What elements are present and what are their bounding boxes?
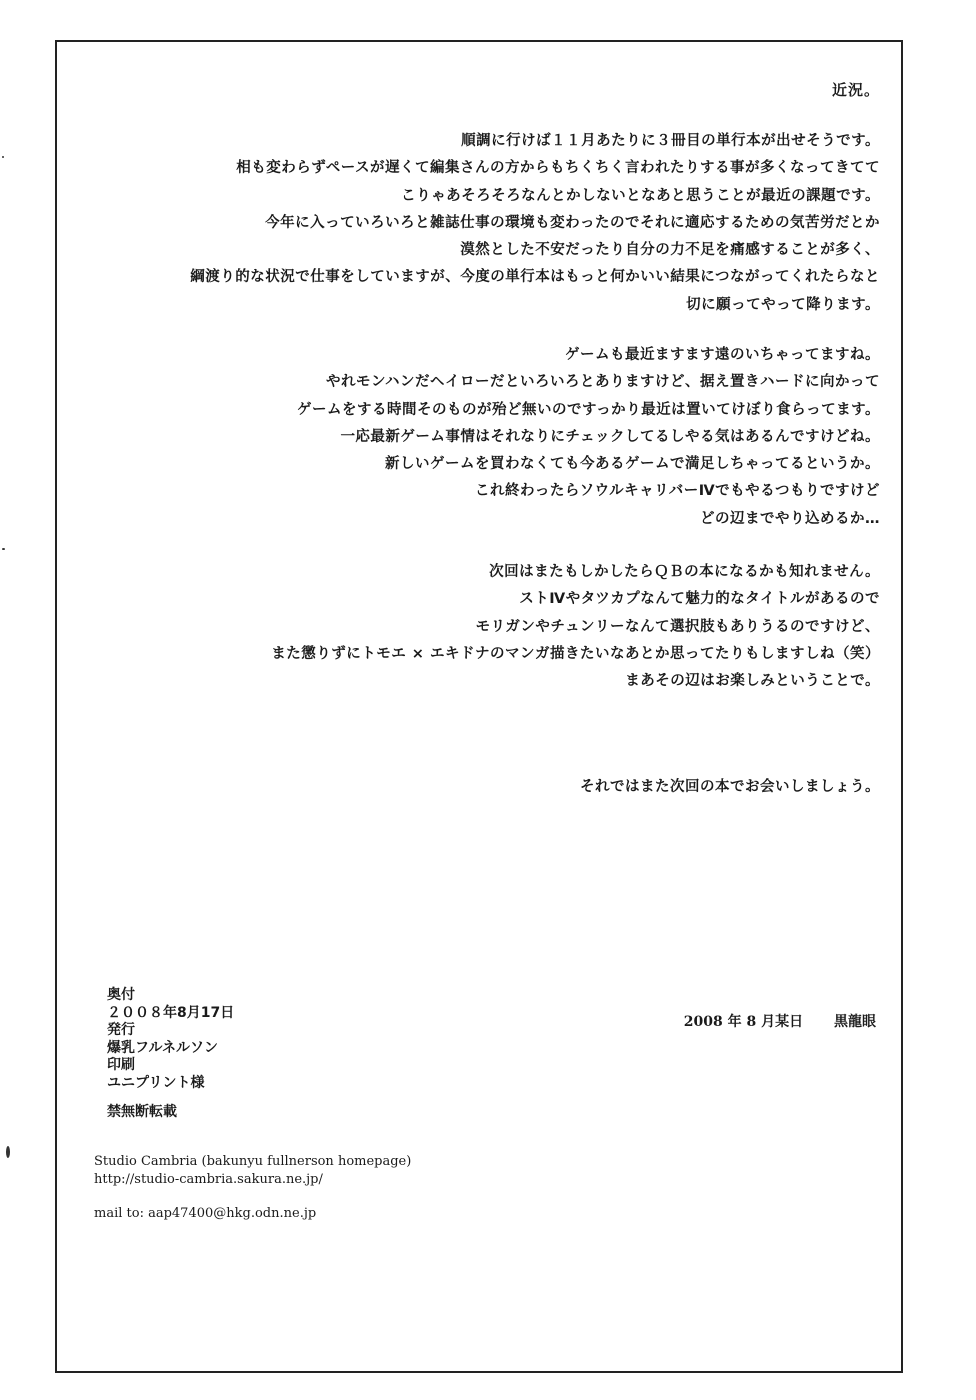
text-line: まあその辺はお楽しみということで。 xyxy=(625,673,880,690)
text-line: 漠然とした不安だったり自分の力不足を痛感することが多く、 xyxy=(460,242,880,259)
text-line: 次回はまたもしかしたらＱＢの本になるかも知れません。 xyxy=(489,564,880,580)
text-line: これ終わったらソウルキャリバーⅣでもやるつもりですけど xyxy=(475,483,880,500)
text-line: 綱渡り的な状況で仕事をしていますが、今度の単行本はもっと何かいい結果につながってくれたらなと xyxy=(190,269,880,286)
colophon-date: ２００８年8月17日 xyxy=(107,1004,235,1021)
text-line: また懲りずにトモエ × エキドナのマンガ描きたいなあとか思ってたりもしますしね（笑） xyxy=(271,645,880,662)
signature xyxy=(684,1011,876,1031)
site-url-link[interactable]: http://studio-cambria.sakura.ne.jp/ xyxy=(94,1172,323,1187)
afterword-paragraph-next-book xyxy=(271,559,880,695)
colophon-notice: 禁無断転載 xyxy=(107,1103,177,1120)
contact-info xyxy=(94,1153,411,1223)
text-line: ゲームをする時間そのものが殆ど無いのですっかり最近は置いてけぼり食らってます。 xyxy=(297,401,880,418)
colophon-publisher-label: 発行 xyxy=(107,1022,135,1039)
colophon-heading: 奥付 xyxy=(107,987,135,1003)
text-line: どの辺までやり込めるか… xyxy=(700,510,880,527)
text-line: 新しいゲームを買わなくても今あるゲームで満足しちゃってるというか。 xyxy=(385,456,880,473)
afterword-paragraph-games xyxy=(297,342,880,533)
scan-speck xyxy=(2,548,5,550)
text-line: こりゃあそろそろなんとかしないとなあと思うことが最近の課題です。 xyxy=(401,187,880,204)
colophon-printer-label: 印刷 xyxy=(107,1057,135,1074)
colophon xyxy=(107,987,234,1121)
text-line: 相も変わらずペースが遅くて編集さんの方からもちくちく言われたりする事が多くなってきてて xyxy=(236,160,880,177)
afterword-title: 近況。 xyxy=(831,81,880,99)
afterword-paragraph-status xyxy=(190,128,880,319)
text-line: 一応最新ゲーム事情はそれなりにチェックしてるしやる気はあるんですけどね。 xyxy=(340,428,880,445)
site-name: Studio Cambria (bakunyu fullnerson homepage) xyxy=(94,1154,412,1169)
text-line: やれモンハンだヘイローだといろいろとありますけど、据え置きハードに向かって xyxy=(326,374,880,391)
text-line: 切に願ってやって降ります。 xyxy=(686,296,880,313)
colophon-publisher: 爆乳フルネルソン xyxy=(107,1039,219,1056)
signature-date: 2008 年 8 月某日 xyxy=(683,1014,804,1030)
text-line: 順調に行けば１１月あたりに３冊目の単行本が出せそうです。 xyxy=(461,133,880,149)
text-line: ゲームも最近ますます遠のいちゃってますね。 xyxy=(565,347,880,363)
scan-speck xyxy=(2,156,4,158)
text-line: モリガンやチュンリーなんて選択肢もありうるのですけど、 xyxy=(475,618,880,635)
afterword-closing xyxy=(580,774,880,801)
signature-author: 黒龍眼 xyxy=(834,1014,876,1030)
scan-speck xyxy=(6,1146,10,1158)
text-line: 今年に入っていろいろと雑誌仕事の環境も変わったのでそれに適応するための気苦労だとか xyxy=(265,214,880,231)
text-line: それではまた次回の本でお会いしましょう。 xyxy=(580,779,880,795)
mail-link[interactable]: mail to: aap47400@hkg.odn.ne.jp xyxy=(94,1206,317,1221)
text-line: ストⅣやタツカプなんて魅力的なタイトルがあるので xyxy=(519,591,880,608)
colophon-printer: ユニプリント様 xyxy=(107,1074,205,1091)
